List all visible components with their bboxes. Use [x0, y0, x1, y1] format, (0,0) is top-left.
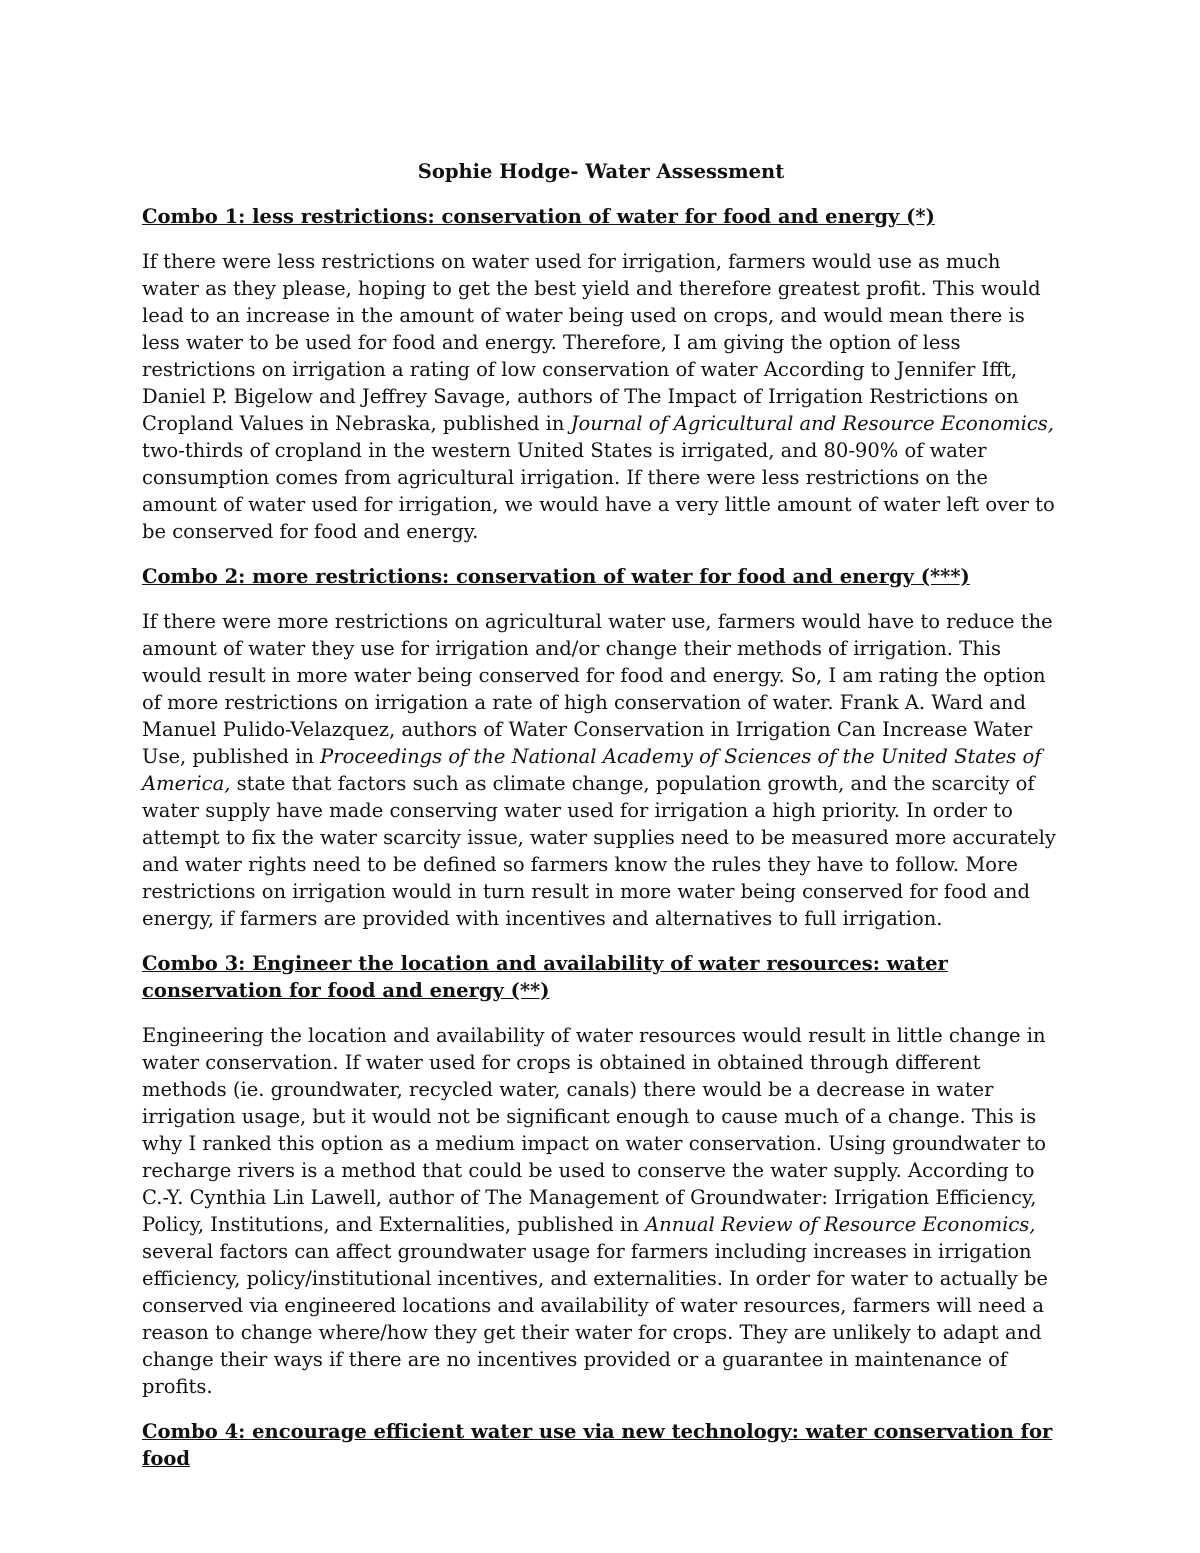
combo-2-heading: Combo 2: more restrictions: conservation of water for food and energy (***) [142, 565, 970, 588]
combo-2-text-start: If there were more restrictions on agricultural water use, farmers would have to reduce the amount of water they use for irrigation and/or change their methods of irrigation. This would result in more water being conserved for food and energy. So, I am rating the option of more restrictions on irrigation a rate of high conservation of water. Frank A. Ward and Manuel Pulido-Velazquez, authors of Water Conservation in Irrigation Can Increase Water Use, published in [142, 610, 1053, 768]
combo-2-journal-title: Proceedings of the National Academy of Sciences of the United States of America, [142, 745, 1042, 795]
combo-4-heading: Combo 4: encourage efficient water use via new technology: water conservation for food [142, 1420, 1053, 1470]
combo-3-text-start: Engineering the location and availability of water resources would result in little change in water conservation. If water used for crops is obtained in obtained through different methods (ie. groundwater, recycled water, canals) there would be a decrease in water irrigation usage, but it would not be significant enough to cause much of a change. This is why I ranked this option as a medium impact on water conservation. Using groundwater to recharge rivers is a method that could be used to conserve the water supply. According to C.-Y. Cynthia Lin Lawell, author of The Management of Groundwater: Irrigation Efficiency, Policy, Institutions, and Externalities, published in [142, 1024, 1047, 1236]
combo-2-text-end: state that factors such as climate change, population growth, and the scarcity of water supply have made conserving water used for irrigation a high priority. In order to attempt to fix the water scarcity issue, water supplies need to be measured more accurately and water rights need to be defined so farmers know the rules they have to follow. More restrictions on irrigation would in turn result in more water being conserved for food and energy, if farmers are provided with incentives and alternatives to full irrigation. [142, 772, 1056, 930]
document-title: Sophie Hodge- Water Assessment [417, 160, 785, 183]
combo-1-text-end: two-thirds of cropland in the western United States is irrigated, and 80-90% of water consumption comes from agricultural irrigation. If there were less restrictions on the amount of water used for irrigation, we would have a very little amount of water left over to be conserved for food and energy. [142, 439, 1055, 543]
document-page [142, 158, 1060, 1490]
combo-1-journal-title: Journal of Agricultural and Resource Economics, [570, 412, 1054, 435]
combo-1-paragraph [142, 248, 1060, 545]
combo-3-heading: Combo 3: Engineer the location and availability of water resources: water conservation for food and energy (**) [142, 952, 948, 1002]
combo-1-heading: Combo 1: less restrictions: conservation of water for food and energy (*) [142, 205, 935, 228]
combo-2-paragraph [142, 608, 1060, 932]
combo-3-text-end: several factors can affect groundwater usage for farmers including increases in irrigation efficiency, policy/institutional incentives, and externalities. In order for water to actually be conserved via engineered locations and availability of water resources, farmers will need a reason to change where/how they get their water for crops. They are unlikely to adapt and change their ways if there are no incentives provided or a guarantee in maintenance of profits. [142, 1240, 1048, 1398]
combo-1-text-start: If there were less restrictions on water used for irrigation, farmers would use as much water as they please, hoping to get the best yield and therefore greatest profit. This would lead to an increase in the amount of water being used on crops, and would mean there is less water to be used for food and energy. Therefore, I am giving the option of less restrictions on irrigation a rating of low conservation of water According to Jennifer Ifft, Daniel P. Bigelow and Jeffrey Savage, authors of The Impact of Irrigation Restrictions on Cropland Values in Nebraska, published in [142, 250, 1041, 435]
combo-3-journal-title: Annual Review of Resource Economics, [645, 1213, 1036, 1236]
combo-3-paragraph [142, 1022, 1060, 1400]
